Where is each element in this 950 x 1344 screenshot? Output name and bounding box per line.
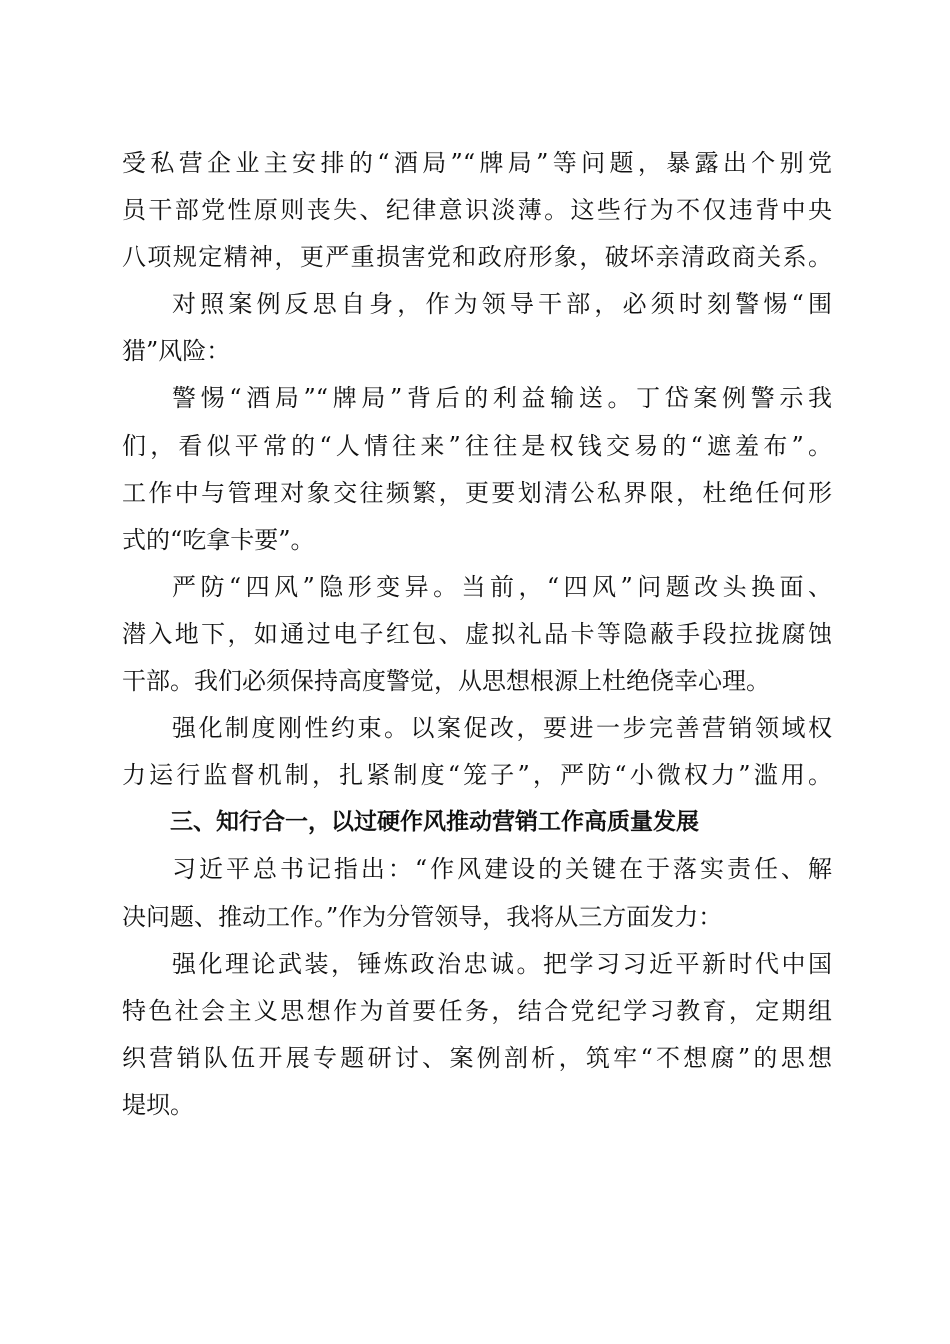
paragraph-line: 们，看似平常的“人情往来”往往是权钱交易的“遮羞布”。 xyxy=(122,431,832,460)
section-heading: 三、知行合一，以过硬作风推动营销工作高质量发展 xyxy=(170,809,699,836)
paragraph-line: 八项规定精神，更严重损害党和政府形象，破坏亲清政商关系。 xyxy=(122,243,832,272)
paragraph-line: 警惕“酒局”“牌局”背后的利益输送。丁岱案例警示我 xyxy=(172,384,832,413)
paragraph-line: 强化制度刚性约束。以案促改，要进一步完善营销领域权 xyxy=(172,714,832,743)
paragraph-line: 受私营企业主安排的“酒局”“牌局”等问题，暴露出个别党 xyxy=(122,149,832,177)
paragraph-line: 强化理论武装，锤炼政治忠诚。把学习习近平新时代中国 xyxy=(172,949,832,978)
paragraph-line: 对照案例反思自身，作为领导干部，必须时刻警惕“围 xyxy=(172,290,832,319)
paragraph-line: 习近平总书记指出：“作风建设的关键在于落实责任、解 xyxy=(172,855,832,884)
document-body xyxy=(122,140,832,1129)
paragraph-line: 决问题、推动工作。”作为分管领导，我将从三方面发力： xyxy=(122,902,723,931)
paragraph-line: 员干部党性原则丧失、纪律意识淡薄。这些行为不仅违背中央 xyxy=(122,196,832,225)
paragraph-line: 织营销队伍开展专题研讨、案例剖析，筑牢“不想腐”的思想 xyxy=(122,1043,832,1072)
paragraph-line: 力运行监督机制，扎紧制度“笼子”，严防“小微权力”滥用。 xyxy=(122,761,832,790)
paragraph-line: 猎”风险： xyxy=(122,337,231,366)
paragraph-line: 堤坝。 xyxy=(122,1090,194,1119)
paragraph-line: 式的“吃拿卡要”。 xyxy=(122,525,315,554)
paragraph-line: 潜入地下，如通过电子红包、虚拟礼品卡等隐蔽手段拉拢腐蚀 xyxy=(122,619,832,648)
paragraph-line: 干部。我们必须保持高度警觉，从思想根源上杜绝侥幸心理。 xyxy=(122,667,770,696)
paragraph-line: 工作中与管理对象交往频繁，更要划清公私界限，杜绝任何形 xyxy=(122,478,832,507)
paragraph-line: 特色社会主义思想作为首要任务，结合党纪学习教育，定期组 xyxy=(122,996,832,1025)
paragraph-line: 严防“四风”隐形变异。当前，“四风”问题改头换面、 xyxy=(172,572,832,601)
